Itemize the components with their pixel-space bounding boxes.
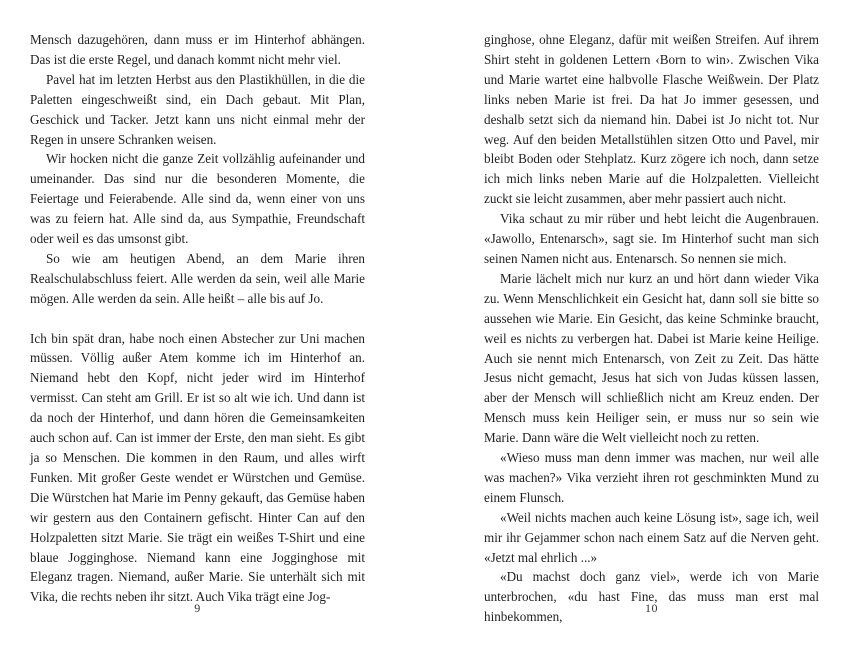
paragraph: Ich bin spät dran, habe noch einen Abstecher zur Uni machen müssen. Völlig außer Atem komme ich im Hinterhof an. Niemand hebt den Kopf, nicht jeder wird im Hinterhof vermisst. Can steht am Grill. Er ist so alt wie ich. Und dann ist da noch der Hinterhof, und dann hören die Gemeinsamkeiten auch schon auf. Can ist immer der Erste, den man sieht. Es gibt ja so Menschen. Die kommen in den Raum, und alles wirft Funken. Mit großer Geste wendet er Würstchen und Gemüse. Die Würstchen hat Marie im Penny gekauft, das Gemüse haben wir gestern aus den Containern gefischt. Hinter Can auf den Holzpaletten sitzt Marie. Sie trägt ein weißes T-Shirt und eine blaue Jogginghose. Niemand kann eine Jogginghose mit Eleganz tragen. Niemand, außer Marie. Sie unterhält sich mit Vika, die rechts neben ihr sitzt. Auch Vika trägt eine Jog- xyxy=(30,330,365,605)
right-page xyxy=(484,30,819,642)
right-page-text xyxy=(484,30,819,627)
left-page xyxy=(30,30,365,642)
paragraph: «Weil nichts machen auch keine Lösung ist», sage ich, weil mir ihr Gejammer schon nach einem Satz auf die Nerven geht. «Jetzt mal ehrlich ...» xyxy=(484,509,819,565)
paragraph: Mensch dazugehören, dann muss er im Hinterhof abhängen. Das ist die erste Regel, und danach kommt nicht mehr viel. xyxy=(30,32,365,67)
page-number: 9 xyxy=(194,601,201,615)
page-number: 10 xyxy=(645,601,658,615)
paragraph: «Wieso muss man denn immer was machen, nur weil alle was machen?» Vika verzieht ihren rot geschminkten Mund zu einem Flunsch. xyxy=(484,450,819,505)
paragraph: Wir hocken nicht die ganze Zeit vollzählig aufeinander und umeinander. Das sind nur die besonderen Momente, die Feiertage und Feierabende. Alle sind da, wenn einer von uns was zu feiern hat. Alle sind da, aus Sympathie, Freundschaft oder weil es das umsonst gibt. xyxy=(30,151,365,247)
paragraph: Pavel hat im letzten Herbst aus den Plastikhüllen, in die die Paletten eingeschweißt sind, ein Dach gebaut. Mit Plan, Geschick und Tacker. Jetzt kann uns nicht einmal mehr der Regen in unsere Schranken weisen. xyxy=(30,71,365,147)
paragraph: ginghose, ohne Eleganz, dafür mit weißen Streifen. Auf ihrem Shirt steht in goldenen Lettern ‹Born to win›. Zwischen Vika und Marie wartet eine halbvolle Flasche Weißwein. Der Platz links neben Marie ist frei. Da hat Jo immer gesessen, und deshalb setzt sich da niemand hin. Dabei ist Jo nicht tot. Nur weg. Auf den beiden Metallstühlen sitzen Otto und Pavel, mir bleibt Boden oder Stehplatz. Kurz zögere ich noch, dann setze ich mich links neben Marie auf die Holzpaletten. Vielleicht zuckt sie leicht zusammen, aber mehr passiert auch nicht. xyxy=(484,32,819,207)
left-page-text xyxy=(30,30,365,607)
paragraph: Vika schaut zu mir rüber und hebt leicht die Augenbrauen. «Jawollo, Entenarsch», sagt sie. Im Hinterhof sucht man sich seinen Namen nicht aus. Entenarsch. So nennen sie mich. xyxy=(484,211,819,266)
paragraph: «Du machst doch ganz viel», werde ich von Marie unterbrochen, «du hast Fine, das muss man erst mal hinbekommen, xyxy=(484,569,819,625)
paragraph: Marie lächelt mich nur kurz an und hört dann wieder Vika zu. Wenn Menschlichkeit ein Gesicht hat, dann soll sie bitte so aussehen wie Marie. Ein Gesicht, das keine Schminke braucht, weil es nichts zu verbergen hat. Dabei ist Marie keine Heilige. Auch sie nennt mich Entenarsch, von Zeit zu Zeit. Das hätte Jesus nicht gemacht, Jesus hat sich von Judas küssen lassen, aber der Mensch will schließlich nicht am Kreuz enden. Der Mensch muss kein Heiliger sein, er muss nur so sein wie Marie. Dann wäre die Welt vielleicht noch zu retten. xyxy=(484,270,819,446)
paragraph: So wie am heutigen Abend, an dem Marie ihren Realschulabschluss feiert. Alle werden da sein, weil alle Marie mögen. Alle werden da sein. Alle heißt – alle bis auf Jo. xyxy=(30,250,365,306)
section-break xyxy=(30,309,365,329)
